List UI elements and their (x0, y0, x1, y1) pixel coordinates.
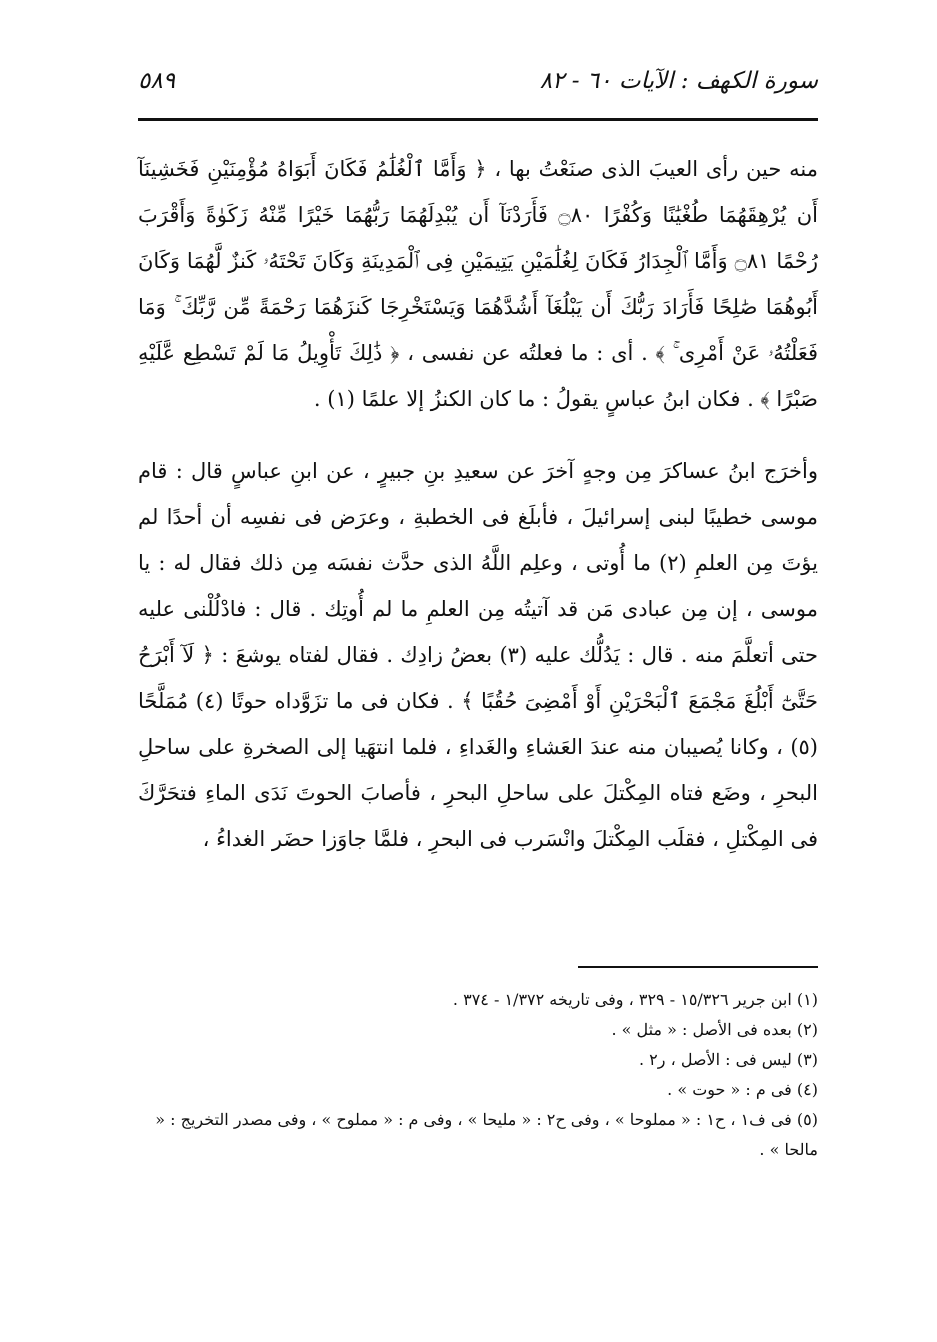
footnote-5: (٥) فى ف١ ، ح١ : « مملوحا » ، وفى ح٢ : « مليحا » ، وفى م : « مملوح » ، وفى مصدر التخريج : « مالحا » . (155, 1110, 818, 1159)
main-text (138, 146, 818, 862)
footnote-3: (٣) ليس فى : الأصل ، ر٢ . (638, 1050, 818, 1069)
page-header (138, 62, 818, 112)
footnotes (138, 985, 818, 1165)
paragraph-2: وأخرَج ابنُ عساكرَ مِن وجهٍ آخرَ عن سعيدِ بنِ جبيرٍ ، عن ابنِ عباسٍ قال : قام موسى خطيبًا لبنى إسرائيلَ ، فأبلَغ فى الخطبةِ ، وعرَض فى نفسِه أن أحدًا لم يؤتَ مِن العلمِ (٢) ما أُوتى ، وعلِم اللَّهُ الذى حدَّث نفسَه مِن ذلك فقال له : يا موسى ، إن مِن عبادى مَن قد آتيتُه مِن العلمِ ما لم أُوتِك . قال : فادْلُلْنى عليه حتى أتعلَّمَ منه . قال : يَدُلُّك عليه (٣) بعضُ زادِك . فقال لفتاه يوشعَ : ﴿ لَآ أَبْرَحُ حَتَّىٰٓ أَبْلُغَ مَجْمَعَ ٱلْبَحْرَيْنِ أَوْ أَمْضِىَ حُقُبًا ﴾ . فكان فى ما تزَوَّداه حوتًا (٤) مُمَلَّحًا (٥) ، وكانا يُصيبان منه عندَ العَشاءِ والغَداءِ ، فلما انتهَيا إلى الصخرةِ على ساحلِ البحرِ ، وضَع فتاه المِكْتلَ على ساحلِ البحرِ ، فأصابَ الحوتَ نَدَى الماءِ فتحَرَّكَ فى المِكْتلِ ، فقلَب المِكْتلَ وانْسَرب فى البحرِ ، فلمَّا جاوَزا حضَر الغداءُ ، (138, 459, 819, 851)
running-title: سورة الكهف : الآيات ٦٠ - ٨٢ (539, 68, 818, 94)
header-rule (138, 118, 818, 121)
footnote-2: (٢) بعده فى الأصل : « مثل » . (611, 1020, 818, 1039)
footnote-1: (١) ابن جرير ١٥/٣٢٦ - ٣٢٩ ، وفى تاريخه ١/٣٧٢ - ٣٧٤ . (452, 990, 818, 1009)
paragraph-1: منه حين رأى العيبَ الذى صنَعْتُ بها ، ﴿ وَأَمَّا ٱلْغُلَٰمُ فَكَانَ أَبَوَاهُ مُؤْمِنَيْنِ فَخَشِينَآ أَن يُرْهِقَهُمَا طُغْيَٰنًا وَكُفْرًا ۝٨٠ فَأَرَدْنَآ أَن يُبْدِلَهُمَا رَبُّهُمَا خَيْرًا مِّنْهُ زَكَوٰةً وَأَقْرَبَ رُحْمًا ۝٨١ وَأَمَّا ٱلْجِدَارُ فَكَانَ لِغُلَٰمَيْنِ يَتِيمَيْنِ فِى ٱلْمَدِينَةِ وَكَانَ تَحْتَهُۥ كَنزٌ لَّهُمَا وَكَانَ أَبُوهُمَا صَٰلِحًا فَأَرَادَ رَبُّكَ أَن يَبْلُغَآ أَشُدَّهُمَا وَيَسْتَخْرِجَا كَنزَهُمَا رَحْمَةً مِّن رَّبِّكَ ۚ وَمَا فَعَلْتُهُۥ عَنْ أَمْرِى ۚ ﴾ . أى : ما فعلتُه عن نفسى ، ﴿ ذَٰلِكَ تَأْوِيلُ مَا لَمْ تَسْطِع عَّلَيْهِ صَبْرًا ﴾ . فكان ابنُ عباسٍ يقولُ : ما كان الكنزُ إلا علمًا (١) . (138, 157, 819, 411)
footnote-4: (٤) فى م : « حوت » . (667, 1080, 818, 1099)
footnote-rule (578, 966, 818, 968)
page-number: ٥٨٩ (138, 68, 176, 94)
